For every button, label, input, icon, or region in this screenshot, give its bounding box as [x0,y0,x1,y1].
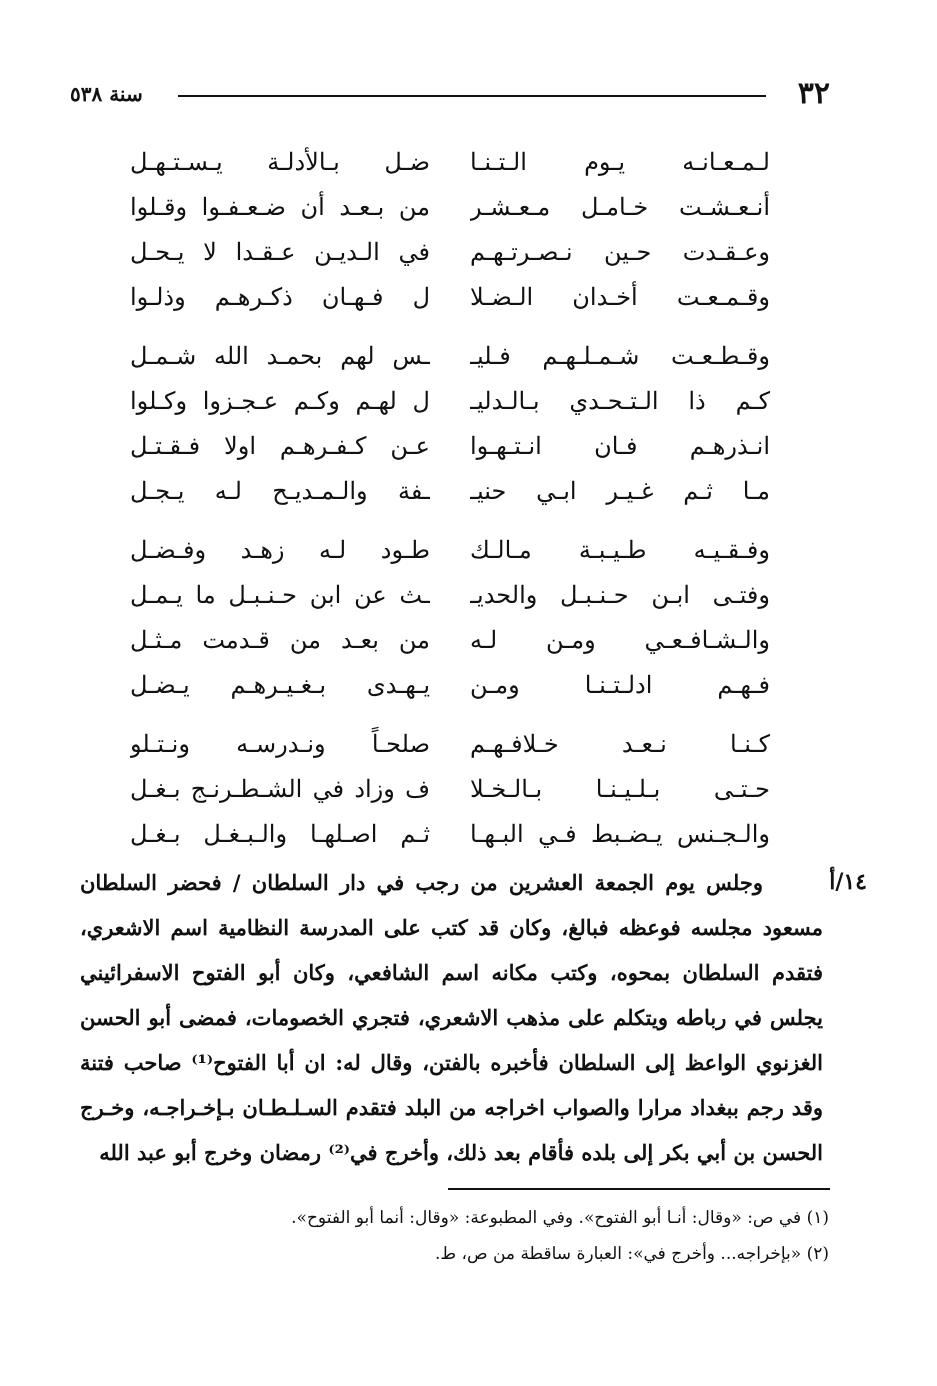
first-hemistich: وقـمـعـت أخـدان الـضـلا [470,283,770,311]
second-hemistich: صلحـاً ونـدرسـه ونـتـلو [130,730,430,758]
first-hemistich: وفتـى ابـن حـنـبـل والحديـ [470,581,770,609]
second-hemistich: من بـعـد أن ضـعـفـوا وقـلوا [130,193,430,221]
stanza [130,722,770,857]
second-hemistich: ل لهـم وكـم عـجـزوا وكـلوا [130,387,430,415]
second-hemistich: ـث عن ابن حـنـبـل ما يـمـل [130,581,430,609]
second-hemistich: عـن كـفـرهـم اولا فـقـتـل [130,432,430,460]
verse [130,722,770,767]
page-number: ٣٢ [797,76,830,111]
second-hemistich: من بعـد من قـدمت مـثـل [130,626,430,654]
verse [130,275,770,320]
first-hemistich: كـنـا نـعـد خـلافـهـم [470,730,770,758]
verse [130,230,770,275]
verse [130,528,770,573]
second-hemistich: ـس لهم بحمـد الله شـمـل [130,342,430,370]
first-hemistich: وقـطـعـت شـمـلـهـم فـليـ [470,342,770,370]
prose-paragraph [80,860,823,1175]
first-hemistich: كـم ذا الـتـحـدي بـالـدليـ [470,387,770,415]
verse [130,334,770,379]
verse [130,573,770,618]
verse [130,812,770,857]
stanza [130,334,770,514]
second-hemistich: ل فـهـان ذكـرهـم وذلـوا [130,283,430,311]
stanza [130,140,770,320]
folio-marker: ١٤/أ [829,869,867,895]
second-hemistich: في الـديـن عـقـدا لا يـحـل [130,238,430,266]
first-hemistich: لـمـعـانـه يـوم الـتـنـا [470,148,770,176]
verse [130,379,770,424]
footnotes [109,1200,829,1272]
prose-text: وجلس يوم الجمعة العشرين من رجب في دار السلطان / فحضر السلطان مسعود مجلسه فوعظه فبالغ، وكان قد كتب على المدرسة النظامية اسم الاشعري، فتقدم السلطان بمحوه، وكتب مكانه اسم الشافعي، وكان أبو الفتوح الاسفرائيني يجلس في رباطه ويتكلم على مذهب الاشعري، فتجري الخصومات، فمضى أبو الحسن الغزنوي الواعظ إلى السلطان فأخبره بالفتن، وقال له: ان أبا الفتوح⁽¹⁾ صاحب فتنة وقد رجم ببغداد مرارا والصواب اخراجه من البلد فتقدم السـلـطـان بـإخـراجـه، وخـرج الحسن بن أبي بكر إلى بلده فأقام بعد ذلك، وأخرج في⁽²⁾ رمضان وخرج أبو عبد الله [80,870,823,1165]
second-hemistich: طـود لـه زهـد وفـضـل [130,536,430,564]
verse [130,424,770,469]
year-label: سنة ٥٣٨ [70,82,143,106]
first-hemistich: والـشـافـعـي ومـن لـه [470,626,770,654]
verse [130,767,770,812]
first-hemistich: وعـقـدت حـين نـصـرتـهـم [470,238,770,266]
verse [130,140,770,185]
first-hemistich: انـذرهـم فـان انـتـهـوا [470,432,770,460]
verse [130,469,770,514]
second-hemistich: ثـم اصـلهـا والـبـغـل بـغـل [130,820,430,848]
stanza [130,528,770,708]
footnote-2: (٢) «بإخراجه... وأخرج في»: العبارة ساقطة من ص، ط. [435,1244,829,1264]
page-header [70,74,830,114]
second-hemistich: يـهـدى بـغـيـرهـم يـضـل [130,671,430,699]
second-hemistich: ضـل بـالأدلـة يـسـتـهـل [130,148,430,176]
first-hemistich: والـجـنس يـضـبط فـي البـهـا [470,820,770,848]
verse [130,185,770,230]
verse [130,618,770,663]
second-hemistich: ـفة والـمـديـح لـه يـجـل [130,477,430,505]
first-hemistich: حـتـى بـلـيـنـا بـالـخـلا [470,775,770,803]
first-hemistich: مـا ثـم غـيـر ابـي حنيـ [470,477,770,505]
poem [130,140,770,871]
first-hemistich: وفـقـيـه طـيـبـة مـالـك [470,536,770,564]
first-hemistich: أنـعـشـت خـامـل مـعـشـر [470,193,770,221]
verse [130,663,770,708]
first-hemistich: فـهـم ادلـتـنـا ومـن [470,671,770,699]
header-rule [178,95,766,97]
footnote-rule [448,1188,830,1190]
second-hemistich: ف وزاد في الشـطـرنـج بـغـل [130,775,430,803]
footnote-1: (١) في ص: «وقال: أنـا أبو الفتوح». وفي المطبوعة: «وقال: أنما أبو الفتوح». [291,1208,829,1228]
